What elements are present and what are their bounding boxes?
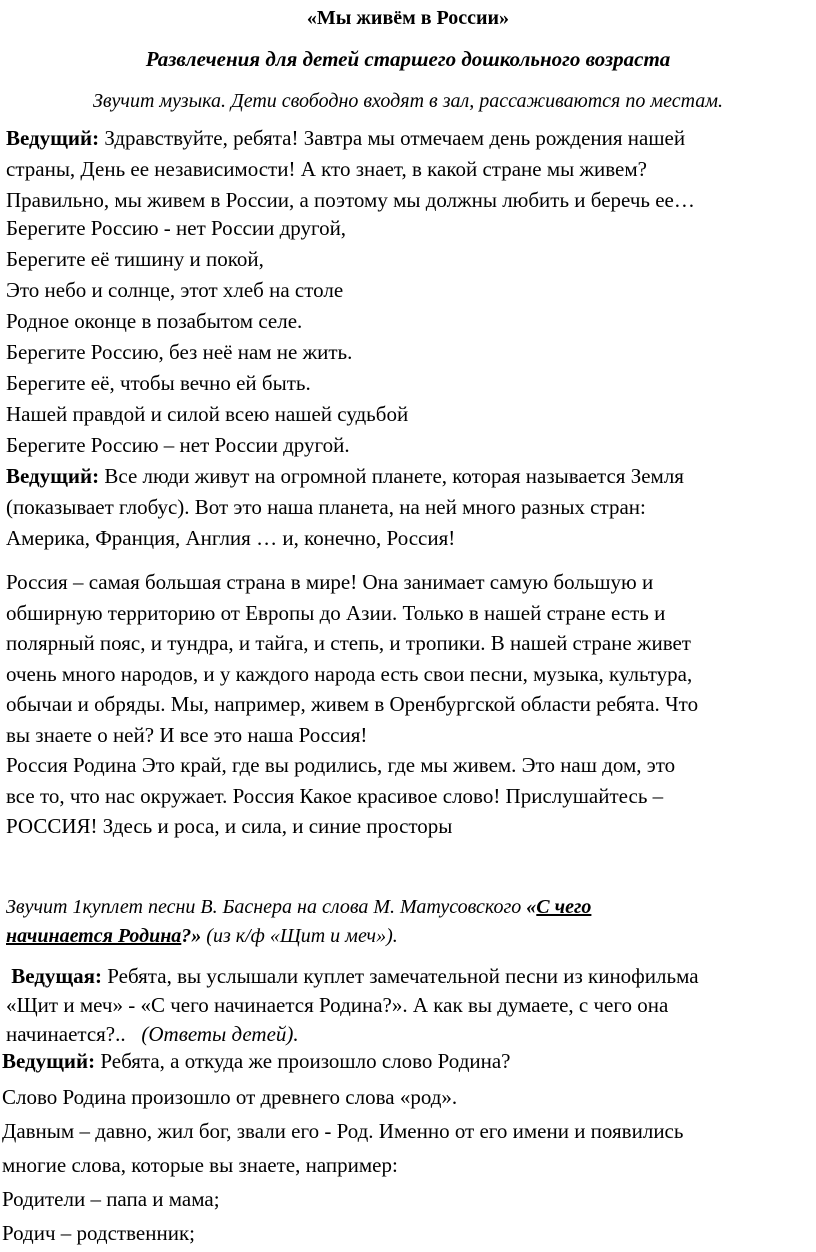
- text-line: Россия – самая большая страна в мире! Она занимает самую большую и: [6, 570, 654, 594]
- text-line: (показывает глобус). Вот это наша планета, на ней много разных стран:: [6, 495, 646, 519]
- page-title: «Мы живём в России»: [306, 7, 510, 29]
- poem-line: Берегите Россию, без неё нам не жить.: [6, 340, 353, 364]
- speaker-label: Ведущий:: [2, 1049, 96, 1073]
- text-line: Ведущий: Здравствуйте, ребята! Завтра мы отмечаем день рождения нашей: [6, 126, 686, 150]
- text-line: Ведущий: Ребята, а откуда же произошло слово Родина?: [2, 1049, 511, 1073]
- text-line: Америка, Франция, Англия … и, конечно, Россия!: [6, 526, 456, 550]
- text-line: начинается?.. (Ответы детей).: [6, 1022, 299, 1046]
- text-line: Россия Родина Это край, где вы родились, где мы живем. Это наш дом, это: [6, 753, 676, 777]
- host-speech-question: [2, 1046, 806, 1077]
- song-direction: [6, 893, 810, 951]
- speaker-label: Ведущая:: [11, 964, 103, 988]
- text-line: РОССИЯ! Здесь и роса, и сила, и синие просторы: [6, 814, 453, 838]
- text-line: «Щит и меч» - «С чего начинается Родина?». А как вы думаете, с чего она: [6, 993, 669, 1017]
- text-line: страны, День ее независимости! А кто знает, в какой стране мы живем?: [6, 157, 647, 181]
- host-speech-greeting: [6, 123, 810, 216]
- text-line: многие слова, которые вы знаете, например:: [2, 1153, 398, 1177]
- page-subtitle: Развлечения для детей старшего дошкольного возраста: [145, 47, 671, 71]
- poem-line: Нашей правдой и силой всею нашей судьбой: [6, 402, 409, 426]
- poem-line: Берегите её тишину и покой,: [6, 247, 264, 271]
- text-line: Родич – родственник;: [2, 1221, 195, 1245]
- text-line: Ведущий: Все люди живут на огромной планете, которая называется Земля: [6, 464, 684, 488]
- text-line: все то, что нас окружает. Россия Какое красивое слово! Прислушайтесь –: [6, 783, 664, 808]
- text-line: Родители – папа и мама;: [2, 1187, 220, 1211]
- text-line: Правильно, мы живем в России, а поэтому мы должны любить и беречь ее…: [6, 188, 695, 212]
- stage-direction: Звучит музыка. Дети свободно входят в зал, рассаживаются по местам.: [92, 90, 724, 112]
- text-line: вы знаете о ней? И все это наша Россия!: [6, 722, 368, 747]
- text-line: Давным – давно, жил бог, звали его - Род. Именно от его имени и появились: [2, 1119, 684, 1143]
- poem-line: Берегите её, чтобы вечно ей быть.: [6, 371, 311, 395]
- poem-line: Берегите Россию – нет России другой.: [6, 433, 350, 457]
- rodina-origin: [2, 1080, 806, 1250]
- text-line: очень много народов, и у каждого народа есть свои песни, музыка, культура,: [6, 661, 693, 686]
- hostess-speech: [6, 962, 810, 1049]
- text-line: Слово Родина произошло от древнего слова «род».: [2, 1085, 458, 1109]
- poem-line: Это небо и солнце, этот хлеб на столе: [6, 278, 344, 302]
- poem-line: Родное оконце в позабытом селе.: [6, 309, 303, 333]
- poem: [6, 213, 810, 461]
- text-line: обширную территорию от Европы до Азии. Только в нашей стране есть и: [6, 600, 666, 625]
- poem-line: Берегите Россию - нет России другой,: [6, 216, 347, 240]
- text-line: обычаи и обряды. Мы, например, живем в Оренбургской области ребята. Что: [6, 692, 699, 716]
- speaker-label: Ведущий:: [6, 126, 100, 150]
- host-speech-planet: [6, 461, 810, 554]
- text-line: начинается Родина?» (из к/ф «Щит и меч»).: [6, 925, 398, 947]
- text-line: полярный пояс, и тундра, и тайга, и степь, и тропики. В нашей стране живет: [6, 631, 691, 655]
- text-line: Ведущая: Ребята, вы услышали куплет замечательной песни из кинофильма: [11, 964, 699, 988]
- speaker-label: Ведущий:: [6, 464, 100, 488]
- text-line: Звучит 1куплет песни В. Баснера на слова М. Матусовского «С чего: [6, 896, 592, 918]
- russia-description: [6, 567, 810, 842]
